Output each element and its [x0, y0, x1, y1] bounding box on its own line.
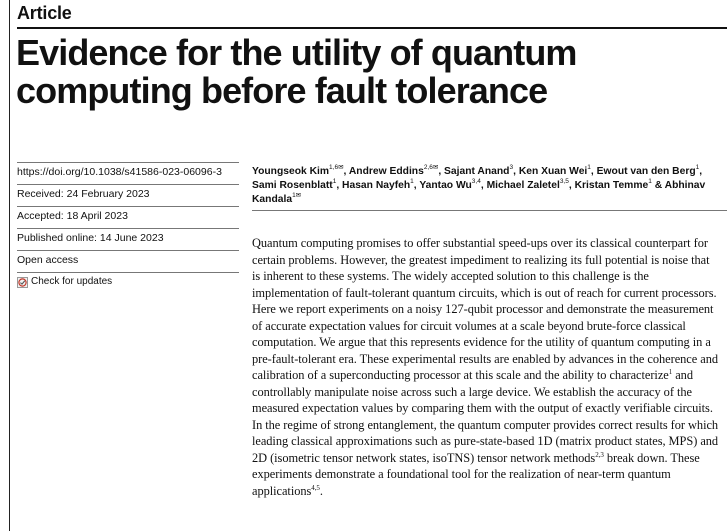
author-list: Youngseok Kim$^{1,6✉}$, Andrew Eddins$^{2,6✉}$, Sajant Anand$^3$, Ken Xuan Wei$^1$, Ewout van den Berg$^1$, Sami Rosenblatt$^1$, Hasan Nayfeh$^1$, Yantao Wu$^{3,4}$, Michael Zaletel$^{3,5}$, Kristan Temme$^1$ & Abhinav Kandala$^{1✉}$	[252, 164, 706, 205]
received-date: Received: 24 February 2023	[17, 184, 239, 206]
author-name: Ken Xuan Wei	[518, 166, 588, 177]
author-name: Kristan Temme	[574, 180, 649, 191]
check-for-updates-icon	[17, 277, 28, 288]
left-margin-rule	[9, 0, 10, 531]
author-name: Hasan Nayfeh	[342, 180, 411, 191]
check-for-updates-label: Check for updates	[31, 276, 113, 287]
accepted-date: Accepted: 18 April 2023	[17, 206, 239, 228]
citation-ref[interactable]: 1	[668, 368, 673, 376]
author-name: Youngseok Kim	[252, 166, 330, 177]
author-name: Andrew Eddins	[348, 166, 424, 177]
authors-rule	[252, 210, 727, 211]
citation-ref[interactable]: 4,5	[311, 483, 320, 492]
author-affiliation: 2,6✉	[423, 164, 439, 171]
author-affiliation: 1	[648, 178, 652, 185]
abstract-text: .	[319, 483, 323, 498]
article-metadata	[17, 162, 239, 294]
author-affiliation: 1	[695, 164, 700, 171]
open-access-label: Open access	[17, 250, 239, 272]
abstract	[252, 235, 720, 499]
author-affiliation: 3,4	[471, 178, 481, 185]
abstract-text: Quantum computing promises to offer substantial speed-ups over its classical counterpart for certain problems. However, the greatest impediment to realizing its full potential is noise that is inherent to these systems. The widely accepted solution to this challenge is the implementation of fault-tolerant quantum circuits, which is out of reach for current processors. Here we report experiments on a noisy 127-qubit processor and demonstrate the measurement of accurate expectation values for circuit volumes at a scale beyond brute-force classical computation. We argue that this represents evidence for the utility of quantum computing in a pre-fault-tolerant era. These experimental results are enabled by advances in the coherence and calibration of a superconducting processor at this scale and the ability to characterize	[252, 236, 718, 382]
author-name: Sajant Anand	[444, 166, 510, 177]
author-name: Ewout van den Berg	[596, 166, 696, 177]
citation-ref[interactable]: 2,3	[595, 450, 604, 459]
author-name: Yantao Wu	[419, 180, 472, 191]
author-name: Michael Zaletel	[486, 180, 560, 191]
section-label: Article	[17, 3, 72, 23]
abstract-text: break down. These experiments demonstrate a foundational tool for the realization of near-term quantum applications	[252, 450, 700, 498]
author-name: Sami Rosenblatt	[252, 180, 333, 191]
author-affiliation: 1	[332, 178, 337, 185]
abstract-text: and controllably manipulate noise across such a large device. We establish the accuracy of the measured expectation values by comparing them with the output of exactly verifiable circuits. In the regime of strong entanglement, the quantum computer provides correct results for which leading classical approximations such as pure-state-based 1D (matrix product states, MPS) and 2D (isometric tensor network states, isoTNS) tensor network methods	[252, 368, 719, 465]
title-rule	[17, 27, 727, 29]
check-for-updates-button[interactable]	[17, 272, 239, 294]
published-date: Published online: 14 June 2023	[17, 228, 239, 250]
author-name: Abhinav Kandala	[252, 180, 706, 205]
author-affiliation: 3,5	[559, 178, 569, 185]
author-affiliation: 1,6✉	[329, 164, 344, 171]
article-title: Evidence for the utility of quantum computing before fault tolerance	[16, 32, 577, 111]
author-affiliation: 1	[587, 164, 591, 171]
author-affiliation: 3	[509, 164, 514, 171]
author-affiliation: 1✉	[292, 192, 302, 199]
doi-link[interactable]: https://doi.org/10.1038/s41586-023-06096-3	[17, 162, 239, 184]
author-affiliation: 1	[410, 178, 414, 185]
